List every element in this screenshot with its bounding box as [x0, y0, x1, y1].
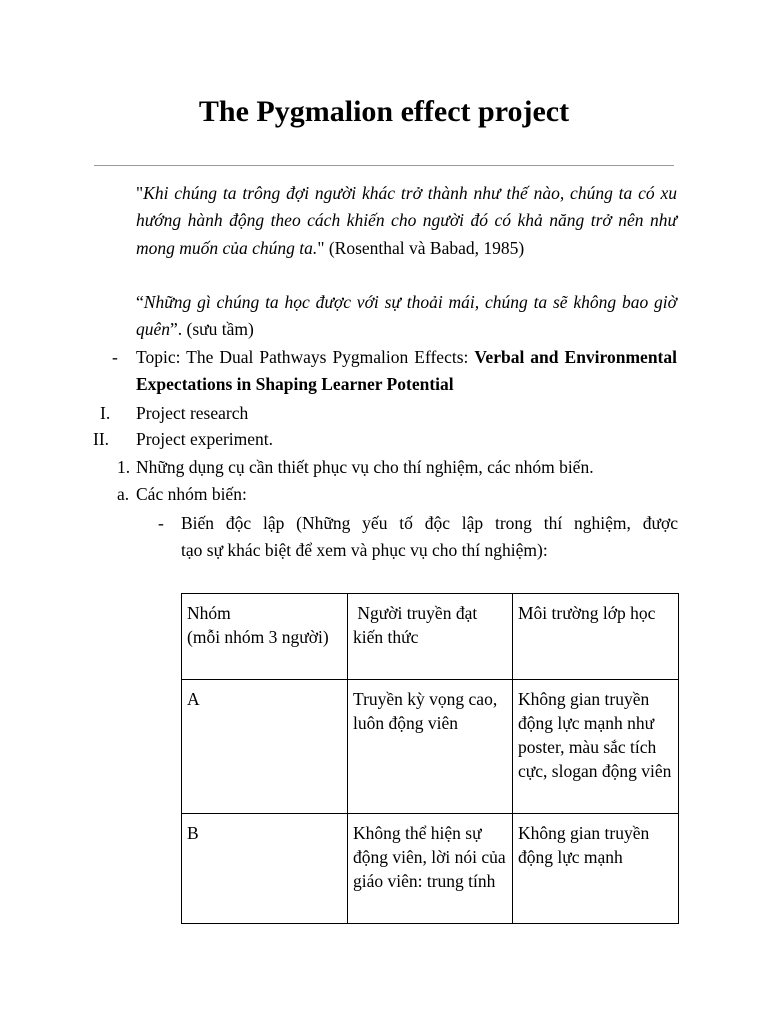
outline-marker-2: II. [93, 429, 110, 449]
variables-table [181, 593, 679, 924]
outline-marker-1: I. [100, 403, 111, 423]
table-cell: B [182, 814, 348, 924]
table-cell: A [182, 680, 348, 814]
outline-item-tools: Những dụng cụ cần thiết phục vụ cho thí nghiệm, các nhóm biến. [136, 457, 594, 477]
table-header-cell: Nhóm (mỗi nhóm 3 người) [182, 594, 348, 680]
outline-marker-3: 1. [117, 457, 131, 477]
quote-open-mark: “ [136, 292, 144, 312]
outline-item-variable-groups: Các nhóm biến: [136, 484, 247, 504]
table-row [182, 814, 679, 924]
quote-close-mark: " [317, 237, 325, 258]
quote-rosenthal [136, 180, 677, 262]
variable-bullet: - [158, 513, 164, 533]
quote-open-mark: " [136, 183, 144, 203]
quote-source: ”. (sưu tầm) [170, 319, 254, 340]
outline-marker-4: a. [117, 484, 130, 504]
quote-text: Khi chúng ta trông đợi người khác trở thành như thế nào, chúng ta có xu hướng hành động theo cách khiến cho người đó có khả năng trở nên như mong muốn của chúng ta. [136, 183, 677, 258]
quote-text: Những gì chúng ta học được với sự thoải mái, chúng ta sẽ không bao giờ quên [136, 292, 677, 340]
independent-variable-line-2: tạo sự khác biệt để xem và phục vụ cho thí nghiệm): [181, 540, 548, 560]
table-cell: Không gian truyền động lực mạnh như poster, màu sắc tích cực, slogan động viên [513, 680, 679, 814]
document-title: The Pygmalion effect project [198, 95, 570, 128]
quote-anonymous [136, 289, 677, 344]
topic-title: Verbal and Environmental Expectations in Shaping Learner Potential [136, 347, 677, 395]
table-header-cell: Người truyền đạt kiến thức [348, 594, 513, 680]
table-cell: Không thể hiện sự động viên, lời nói của giáo viên: trung tính [348, 814, 513, 924]
table-cell: Không gian truyền động lực mạnh [513, 814, 679, 924]
table-header-row [182, 594, 679, 680]
horizontal-divider [94, 165, 674, 166]
topic-prefix: Topic: The Dual Pathways Pygmalion Effects: [136, 347, 475, 367]
topic-statement [136, 344, 677, 399]
table-row [182, 680, 679, 814]
outline-item-project-research: Project research [136, 403, 249, 423]
topic-bullet: - [112, 347, 118, 367]
table-header-cell: Môi trường lớp học [513, 594, 679, 680]
independent-variable-line-1: Biến độc lập (Những yếu tố độc lập trong thí nghiệm, được [181, 513, 678, 533]
outline-item-project-experiment: Project experiment. [136, 429, 274, 449]
table-cell: Truyền kỳ vọng cao, luôn động viên [348, 680, 513, 814]
quote-source: (Rosenthal và Babad, 1985) [324, 237, 525, 258]
